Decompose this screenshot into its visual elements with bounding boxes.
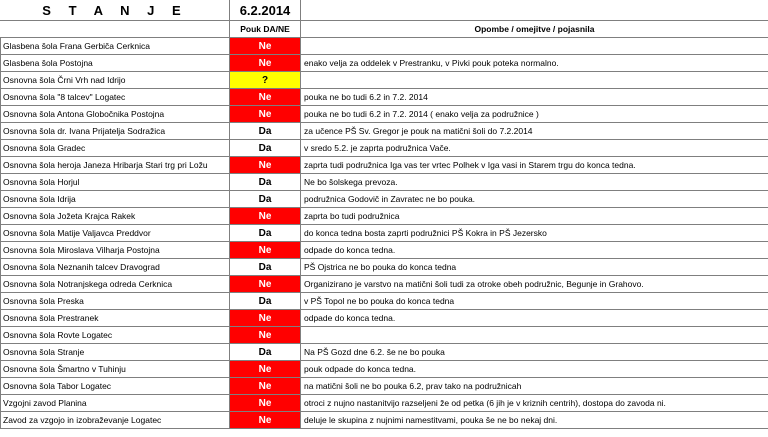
school-name: Osnovna šola Matije Valjavca Preddvor: [1, 225, 230, 242]
table-row: [1, 327, 768, 344]
school-name: Osnovna šola Črni Vrh nad Idrijo: [1, 72, 230, 89]
column-header-status: Pouk DA/NE: [230, 21, 301, 38]
note-cell: pouk odpade do konca tedna.: [301, 361, 768, 378]
school-name: Osnovna šola Antona Globočnika Postojna: [1, 106, 230, 123]
status-cell: Ne: [230, 395, 301, 412]
school-name: Osnovna šola Neznanih talcev Dravograd: [1, 259, 230, 276]
status-cell: ?: [230, 72, 301, 89]
table-row: [1, 208, 768, 225]
column-header-notes: Opombe / omejitve / pojasnila: [301, 21, 768, 38]
school-name: Zavod za vzgojo in izobraževanje Logatec: [1, 412, 230, 429]
note-cell: otroci z nujno nastanitvijo razseljeni že od petka (6 jih je v kriznih centrih), dostopa do zavoda ni.: [301, 395, 768, 412]
table-row: [1, 123, 768, 140]
note-cell: pouka ne bo tudi 6.2 in 7.2. 2014: [301, 89, 768, 106]
status-cell: Ne: [230, 327, 301, 344]
note-cell: na matični šoli ne bo pouka 6.2, prav tako na podružnicah: [301, 378, 768, 395]
school-name: Glasbena šola Frana Gerbiča Cerknica: [1, 38, 230, 55]
table-row: [1, 157, 768, 174]
status-cell: Da: [230, 191, 301, 208]
table-row: [1, 72, 768, 89]
table-row: [1, 191, 768, 208]
status-cell: Ne: [230, 157, 301, 174]
status-cell: Ne: [230, 89, 301, 106]
school-name: Osnovna šola Miroslava Vilharja Postojna: [1, 242, 230, 259]
status-cell: Ne: [230, 38, 301, 55]
school-name: Glasbena šola Postojna: [1, 55, 230, 72]
school-name: Osnovna šola Idrija: [1, 191, 230, 208]
note-cell: Ne bo šolskega prevoza.: [301, 174, 768, 191]
status-cell: Ne: [230, 378, 301, 395]
note-cell: pouka ne bo tudi 6.2 in 7.2. 2014 ( enako velja za podružnice ): [301, 106, 768, 123]
table-row: [1, 174, 768, 191]
status-cell: Ne: [230, 242, 301, 259]
note-cell: deluje le skupina z nujnimi namestitvami, pouka še ne bo nekaj dni.: [301, 412, 768, 429]
sheet-title: S T A N J E: [1, 1, 230, 21]
table-row: [1, 225, 768, 242]
table-row: [1, 361, 768, 378]
status-cell: Da: [230, 259, 301, 276]
note-cell: zaprta bo tudi podružnica: [301, 208, 768, 225]
school-name: Osnovna šola Rovte Logatec: [1, 327, 230, 344]
school-name: Osnovna šola Prestranek: [1, 310, 230, 327]
status-cell: Da: [230, 225, 301, 242]
header-blank-cell: [301, 1, 768, 21]
school-name: Osnovna šola Horjul: [1, 174, 230, 191]
table-row: [1, 259, 768, 276]
note-cell: PŠ Ojstrica ne bo pouka do konca tedna: [301, 259, 768, 276]
table-row: [1, 140, 768, 157]
school-name: Osnovna šola Jožeta Krajca Rakek: [1, 208, 230, 225]
status-cell: Ne: [230, 412, 301, 429]
note-cell: [301, 38, 768, 55]
status-cell: Da: [230, 344, 301, 361]
status-cell: Ne: [230, 276, 301, 293]
school-name: Osnovna šola Stranje: [1, 344, 230, 361]
table-row: [1, 38, 768, 55]
table-row: [1, 242, 768, 259]
table-row: [1, 89, 768, 106]
note-cell: enako velja za oddelek v Prestranku, v Pivki pouk poteka normalno.: [301, 55, 768, 72]
table-row: [1, 310, 768, 327]
title-row: [1, 1, 768, 21]
note-cell: zaprta tudi podružnica Iga vas ter vrtec Polhek v Iga vasi in Starem trgu do konca tedna.: [301, 157, 768, 174]
table-row: [1, 412, 768, 429]
status-cell: Ne: [230, 310, 301, 327]
table-row: [1, 344, 768, 361]
table-row: [1, 276, 768, 293]
note-cell: odpade do konca tedna.: [301, 310, 768, 327]
note-cell: v PŠ Topol ne bo pouka do konca tedna: [301, 293, 768, 310]
school-name: Osnovna šola Šmartno v Tuhinju: [1, 361, 230, 378]
school-name: Osnovna šola "8 talcev" Logatec: [1, 89, 230, 106]
status-cell: Da: [230, 140, 301, 157]
status-cell: Da: [230, 123, 301, 140]
table-row: [1, 293, 768, 310]
note-cell: Organizirano je varstvo na matični šoli tudi za otroke obeh podružnic, Begunje in Grahovo.: [301, 276, 768, 293]
school-name: Osnovna šola Tabor Logatec: [1, 378, 230, 395]
note-cell: v sredo 5.2. je zaprta podružnica Vače.: [301, 140, 768, 157]
table-row: [1, 378, 768, 395]
note-cell: podružnica Godovič in Zavratec ne bo pouka.: [301, 191, 768, 208]
status-cell: Ne: [230, 106, 301, 123]
school-name: Vzgojni zavod Planina: [1, 395, 230, 412]
school-name: Osnovna šola dr. Ivana Prijatelja Sodražica: [1, 123, 230, 140]
status-cell: Ne: [230, 208, 301, 225]
table-row: [1, 55, 768, 72]
status-cell: Ne: [230, 55, 301, 72]
note-cell: Na PŠ Gozd dne 6.2. še ne bo pouka: [301, 344, 768, 361]
school-name: Osnovna šola Gradec: [1, 140, 230, 157]
column-header-blank: [1, 21, 230, 38]
note-cell: [301, 327, 768, 344]
status-cell: Da: [230, 174, 301, 191]
column-header-row: [1, 21, 768, 38]
sheet-date: 6.2.2014: [230, 1, 301, 21]
note-cell: [301, 72, 768, 89]
school-name: Osnovna šola Notranjskega odreda Cerknica: [1, 276, 230, 293]
status-cell: Ne: [230, 361, 301, 378]
note-cell: odpade do konca tedna.: [301, 242, 768, 259]
school-name: Osnovna šola heroja Janeza Hribarja Stari trg pri Ložu: [1, 157, 230, 174]
status-cell: Da: [230, 293, 301, 310]
note-cell: do konca tedna bosta zaprti podružnici PŠ Kokra in PŠ Jezersko: [301, 225, 768, 242]
school-name: Osnovna šola Preska: [1, 293, 230, 310]
table-row: [1, 106, 768, 123]
table-row: [1, 395, 768, 412]
note-cell: za učence PŠ Sv. Gregor je pouk na matični šoli do 7.2.2014: [301, 123, 768, 140]
